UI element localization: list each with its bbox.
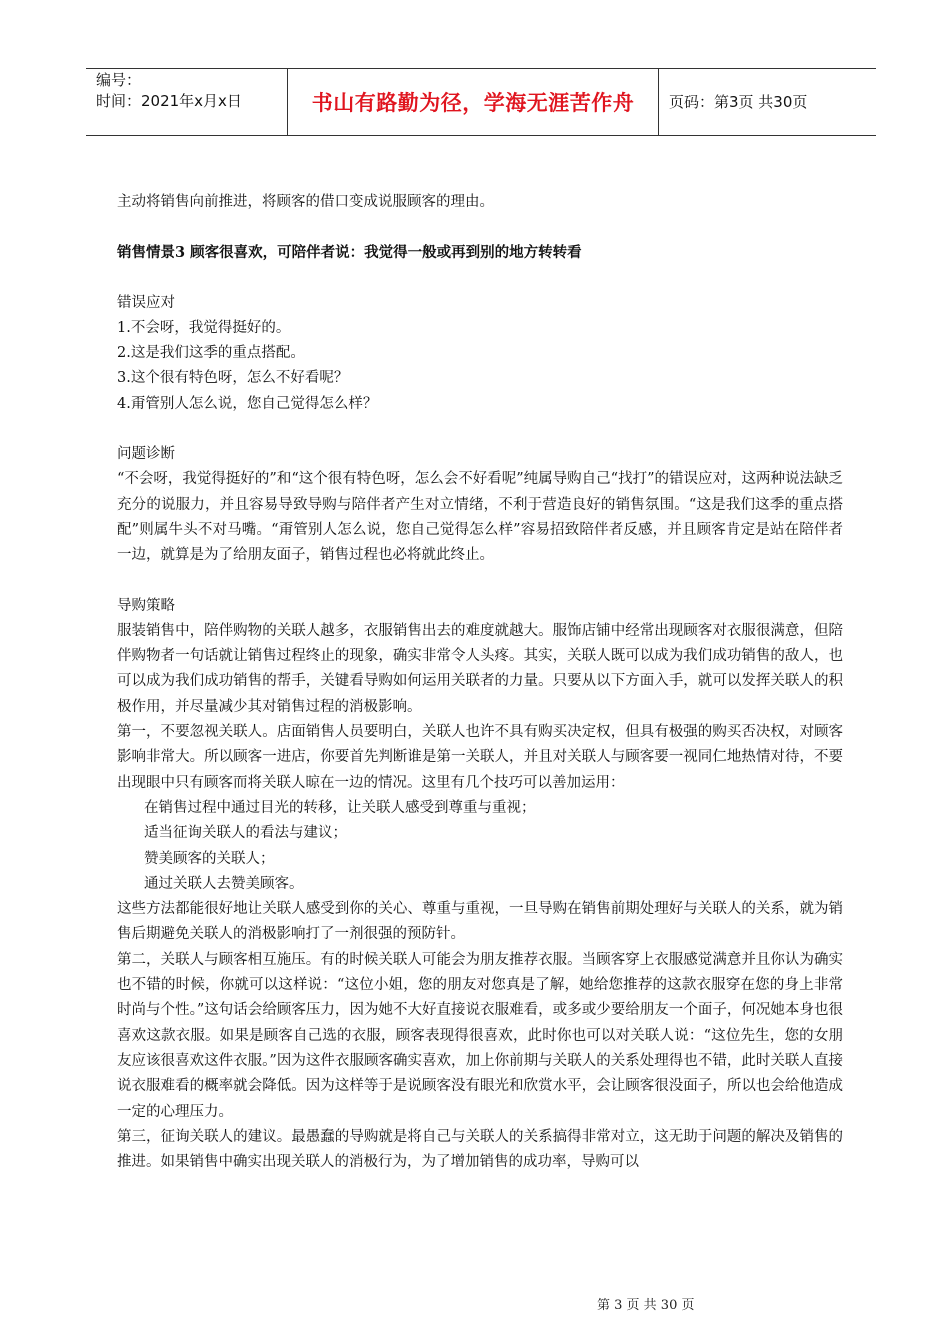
header-page-label: 页码：第3页 共30页 [669,93,808,111]
document-body [117,190,843,1175]
point-one-summary-paragraph: 这些方法都能很好地让关联人感受到你的关心、尊重与重视，一旦导购在销售前期处理好与关联人的关系，就为销售后期避免关联人的消极影响打了一剂很强的预防针。 [117,901,843,943]
tip-item: 在销售过程中通过目光的转移，让关联人感受到尊重与重视； [144,799,536,816]
tip-item: 通过关联人去赞美顾客。 [144,875,304,892]
list-item: 1.不会呀，我觉得挺好的。 [117,319,291,336]
list-item: 2.这是我们这季的重点搭配。 [117,345,305,362]
strategy-intro-paragraph: 服装销售中，陪伴购物的关联人越多，衣服销售出去的难度就越大。服饰店铺中经常出现顾客对衣服很满意，但陪伴购物者一句话就让销售过程终止的现象，确实非常令人头疼。其实，关联人既可以成为我们成功销售的敌人，也可以成为我们成功销售的帮手，关键看导购如何运用关联者的力量。只要从以下方面入手，就可以发挥关联人的积极作用，并尽量减少其对销售过程的消极影响。 [117,622,843,715]
tip-item: 赞美顾客的关联人； [144,850,275,867]
point-one-paragraph: 第一，不要忽视关联人。店面销售人员要明白，关联人也许不具有购买决定权，但具有极强的购买否决权，对顾客影响非常大。所以顾客一进店，你要首先判断谁是第一关联人，并且对关联人与顾客要一视同仁地热情对待，不要出现眼中只有顾客而将关联人晾在一边的情况。这里有几个技巧可以善加运用： [117,724,843,791]
document-number-label: 编号： [96,71,142,89]
document-date-label: 时间：2021年x月x日 [96,92,242,110]
strategy-heading: 导购策略 [117,597,175,614]
header-motto: 书山有路勤为径，学海无涯苦作舟 [311,90,635,115]
list-item: 4.甭管别人怎么说，您自己觉得怎么样？ [117,395,378,412]
footer-page-number: 第 3 页 共 30 页 [597,1298,695,1313]
point-three-paragraph: 第三，征询关联人的建议。最愚蠢的导购就是将自己与关联人的关系搞得非常对立，这无助于问题的解决及销售的推进。如果销售中确实出现关联人的消极行为，为了增加销售的成功率，导购可以 [117,1128,843,1171]
point-two-paragraph: 第二，关联人与顾客相互施压。有的时候关联人可能会为朋友推荐衣服。当顾客穿上衣服感觉满意并且你认为确实也不错的时候，你就可以这样说：“这位小姐，您的朋友对您真是了解，她给您推荐的这款衣服穿在您的身上非常时尚与个性。”这句话会给顾客压力，因为她不大好直接说衣服难看，或多或少要给朋友一个面子，何况她本身也很喜欢这款衣服。如果是顾客自己选的衣服，顾客表现得很喜欢，此时你也可以对关联人说：“这位先生，您的女朋友应该很喜欢这件衣服。”因为这件衣服顾客确实喜欢，加上你前期与关联人的关系处理得也不错，此时关联人直接说衣服难看的概率就会降低。因为这样等于是说顾客没有眼光和欣赏水平，会让顾客很没面子，所以也会给他造成一定的心理压力。 [117,951,843,1120]
scenario-heading: 销售情景3 顾客很喜欢，可陪伴者说：我觉得一般或再到别的地方转转看 [117,244,582,262]
diagnosis-heading: 问题诊断 [117,446,175,463]
diagnosis-paragraph: “不会呀，我觉得挺好的”和“这个很有特色呀，怎么会不好看呢”纯属导购自己“找打”的错误应对，这两种说法缺乏充分的说服力，并且容易导致导购与陪伴者产生对立情绪，不利于营造良好的销售氛围。“这是我们这季的重点搭配”则属牛头不对马嘴。“甭管别人怎么说，您自己觉得怎么样”容易招致陪伴者反感，并且顾客肯定是站在陪伴者一边，就算是为了给朋友面子，销售过程也必将就此终止。 [117,471,843,564]
header-motto-box [287,68,659,135]
header-meta [96,70,281,112]
tip-item: 适当征询关联人的看法与建议； [144,825,347,842]
wrong-response-heading: 错误应对 [117,294,175,311]
header-bottom-rule [86,135,876,136]
list-item: 3.这个很有特色呀，怎么不好看呢？ [117,370,349,387]
intro-paragraph: 主动将销售向前推进，将顾客的借口变成说服顾客的理由。 [117,194,494,210]
